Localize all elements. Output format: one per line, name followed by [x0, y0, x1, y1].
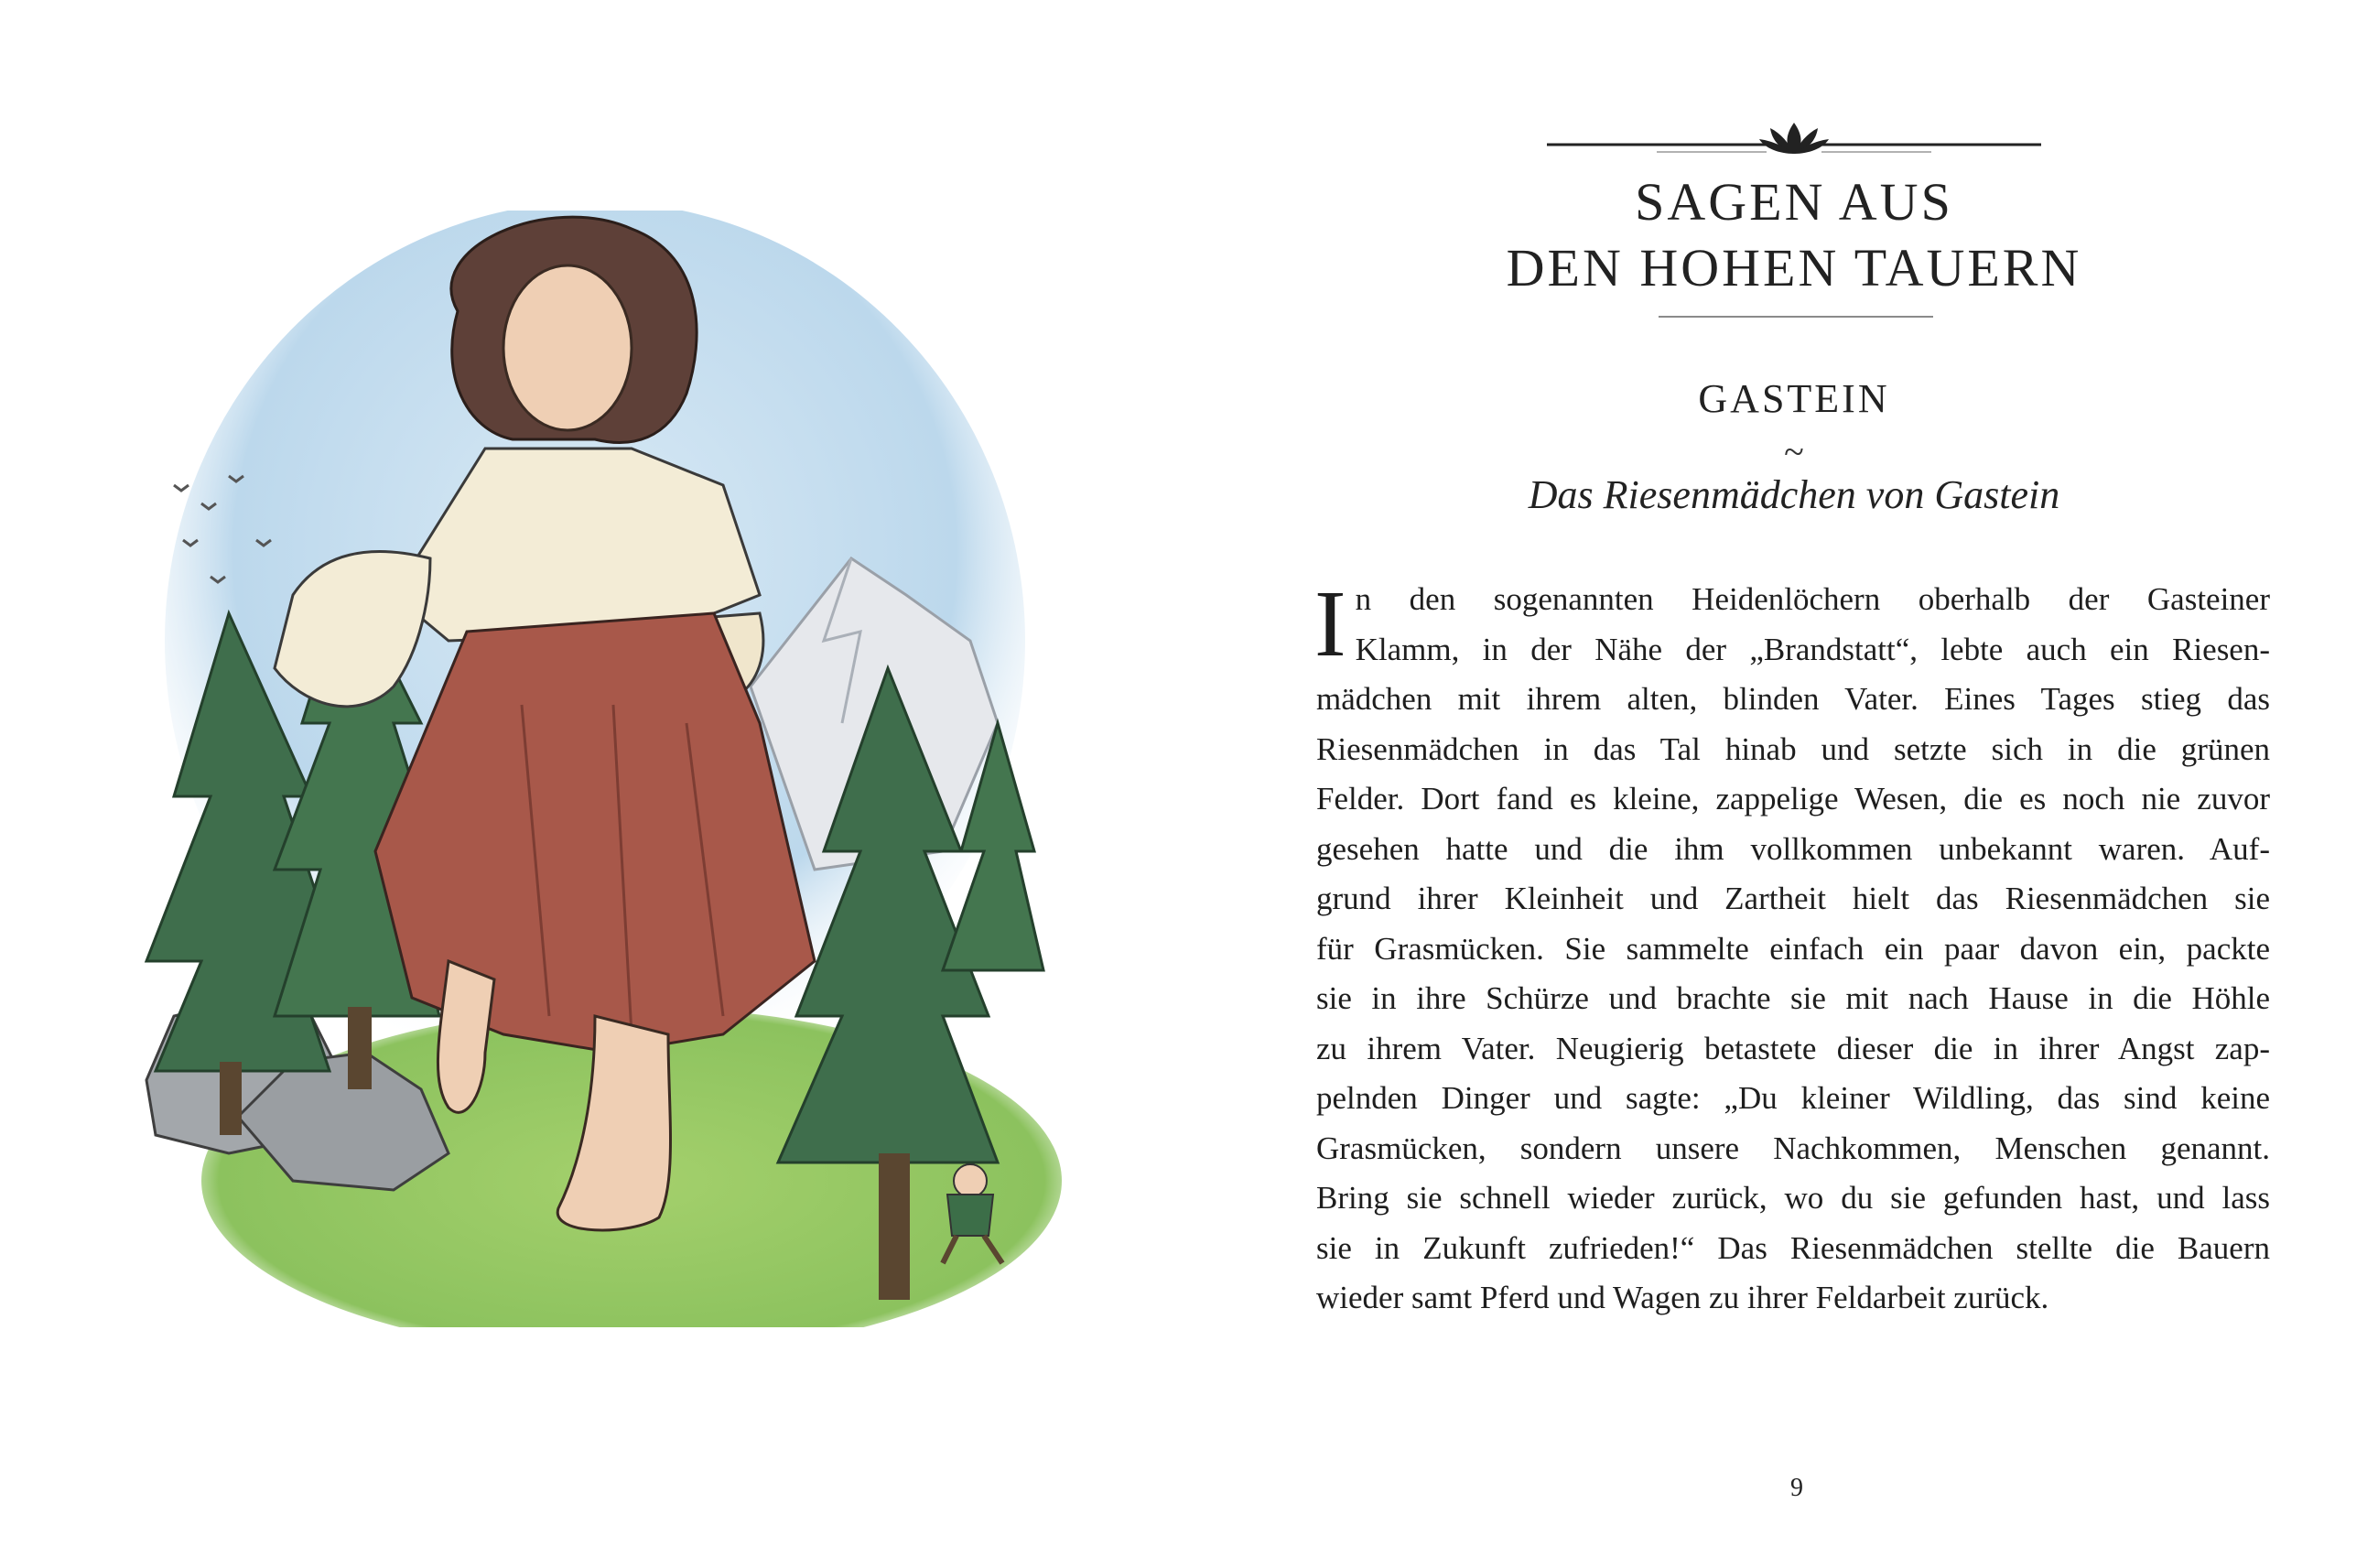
body-line: sie in ihre Schürze und brachte sie mit nach Hause in die Höhle — [1316, 980, 2270, 1016]
body-line: Riesenmädchen in das Tal hinab und setzte sich in die grünen — [1316, 730, 2270, 767]
story-body — [1314, 571, 2270, 1324]
body-line: sie in Zukunft zufrieden!“ Das Riesenmädchen stellte die Bauern — [1316, 1229, 2270, 1266]
body-line: Bring sie schnell wieder zurück, wo du sie gefunden hast, und lass — [1316, 1180, 2270, 1216]
series-title-line2: DEN HOHEN TAUERN — [1506, 238, 2082, 297]
body-line: pelnden Dinger und sagte: „Du kleiner Wildling, das sind keine — [1316, 1080, 2270, 1116]
drop-cap: I — [1314, 571, 1346, 676]
story-title: Das Riesenmädchen von Gastein — [1528, 472, 2060, 517]
page-number: 9 — [1790, 1474, 1803, 1502]
body-line: mädchen mit ihrem alten, blinden Vater. Eines Tages stieg das — [1316, 681, 2270, 717]
lotus-ornament-icon — [1547, 117, 2041, 163]
body-line: grund ihrer Kleinheit und Zartheit hielt das Riesenmädchen sie — [1316, 881, 2270, 916]
body-line: wieder samt Pferd und Wagen zu ihrer Feldarbeit zurück. — [1316, 1280, 2049, 1315]
series-title — [1281, 169, 2307, 301]
body-line: zu ihrem Vater. Neugierig betastete dieser die in ihrer Angst zap- — [1316, 1030, 2270, 1066]
section-heading: GASTEIN — [1698, 376, 1890, 421]
illustration-svg — [119, 211, 1080, 1327]
body-line: Klamm, in der Nähe der „Brandstatt“, lebte auch ein Riesen- — [1355, 631, 2270, 667]
body-line: für Grasmücken. Sie sammelte einfach ein paar davon ein, packte — [1316, 930, 2270, 967]
body-line: gesehen hatte und die ihm vollkommen unbekannt waren. Auf- — [1316, 830, 2270, 867]
giant-girl-illustration — [119, 211, 1080, 1327]
separator-tilde: ~ — [1784, 431, 1804, 472]
text-page — [1281, 0, 2288, 1568]
body-line: Grasmücken, sondern unsere Nachkommen, Menschen genannt. — [1316, 1130, 2270, 1166]
series-title-line1: SAGEN AUS — [1635, 172, 1953, 232]
body-line: Felder. Dort fand es kleine, zappelige Wesen, die es noch nie zuvor — [1316, 781, 2270, 816]
body-line: n den sogenannten Heidenlöchern oberhalb der Gasteiner — [1355, 581, 2270, 617]
title-divider — [1659, 316, 1933, 318]
